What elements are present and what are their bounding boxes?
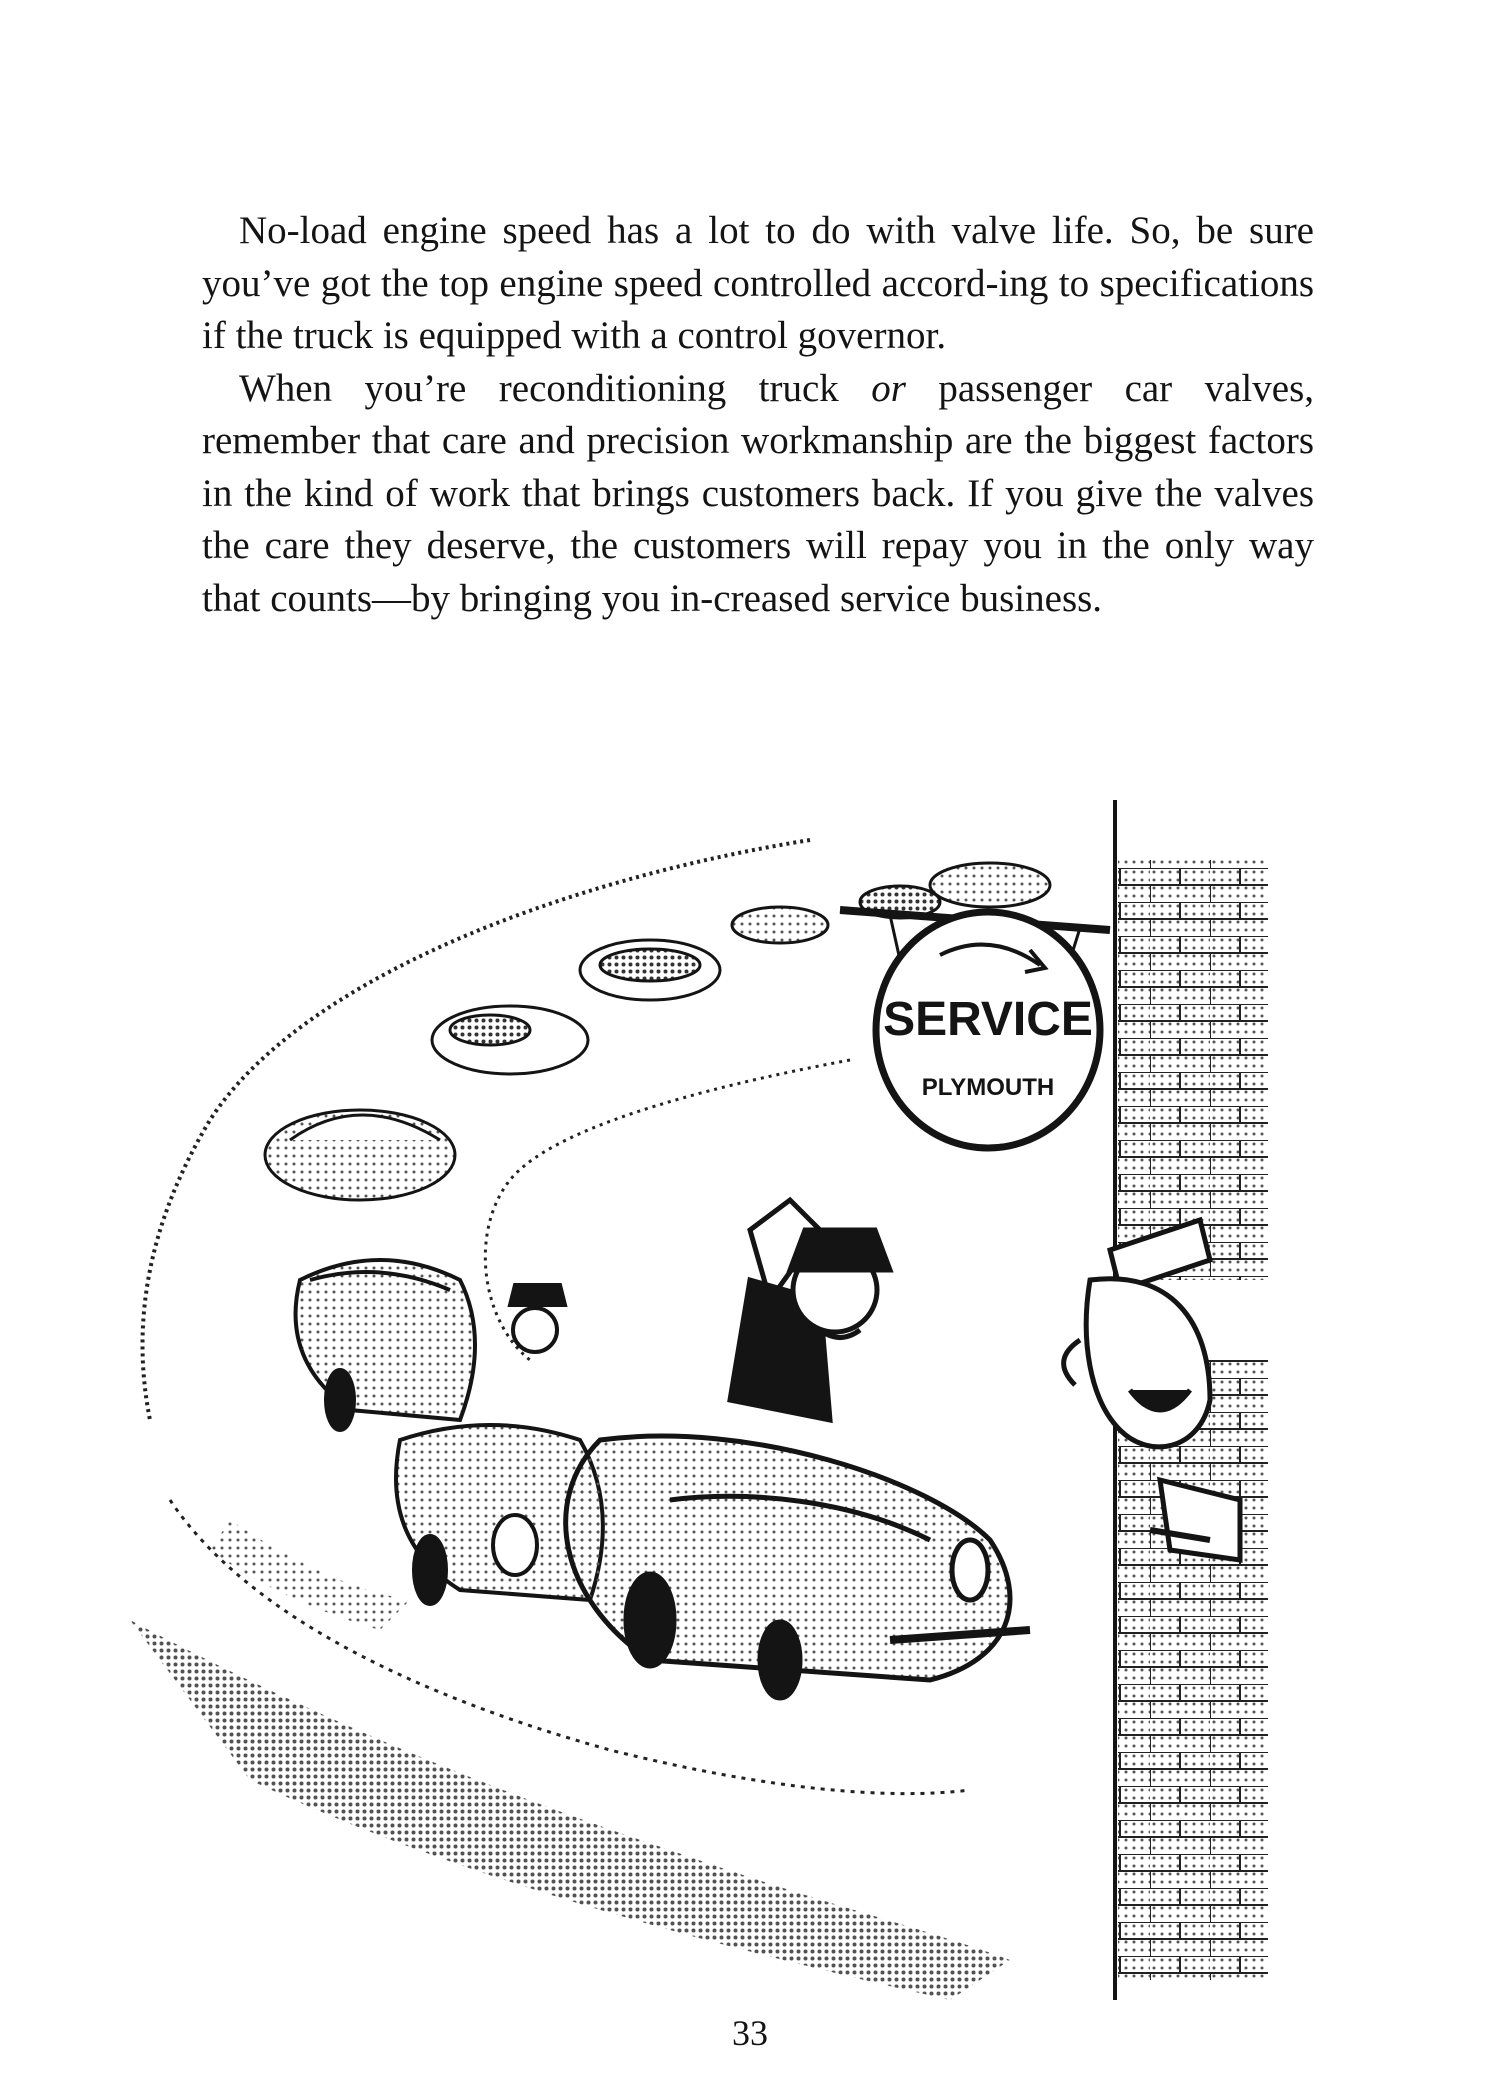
paragraph-2-start: When you’re reconditioning truck <box>239 366 872 410</box>
page-number: 33 <box>732 2013 768 2053</box>
body-text <box>202 205 1314 625</box>
paragraph-2-emphasis: or <box>871 366 906 410</box>
front-car <box>566 1436 1030 1698</box>
sign-brand-text: PLYMOUTH <box>921 1074 1055 1101</box>
car-line-mid <box>296 1260 603 1604</box>
service-line-illustration <box>130 800 1400 2060</box>
service-sign <box>840 910 1110 1148</box>
sign-service-text: SERVICE <box>883 993 1093 1046</box>
waving-driver <box>730 1200 890 1420</box>
paragraph-2 <box>202 363 1314 626</box>
paragraph-1: No-load engine speed has a lot to do with valve life. So, be sure you’ve got the top engine speed controlled accord-ing to specifications if the truck is equipped with a control governor. <box>202 209 1314 357</box>
paragraph-2-end: passenger car valves, remember that care and precision workmanship are the biggest factors in the kind of work that brings customers back. If you give the valves the care they deserve, the customers will repay you in the only way that counts—by bringing you in-creased service business. <box>202 366 1314 620</box>
